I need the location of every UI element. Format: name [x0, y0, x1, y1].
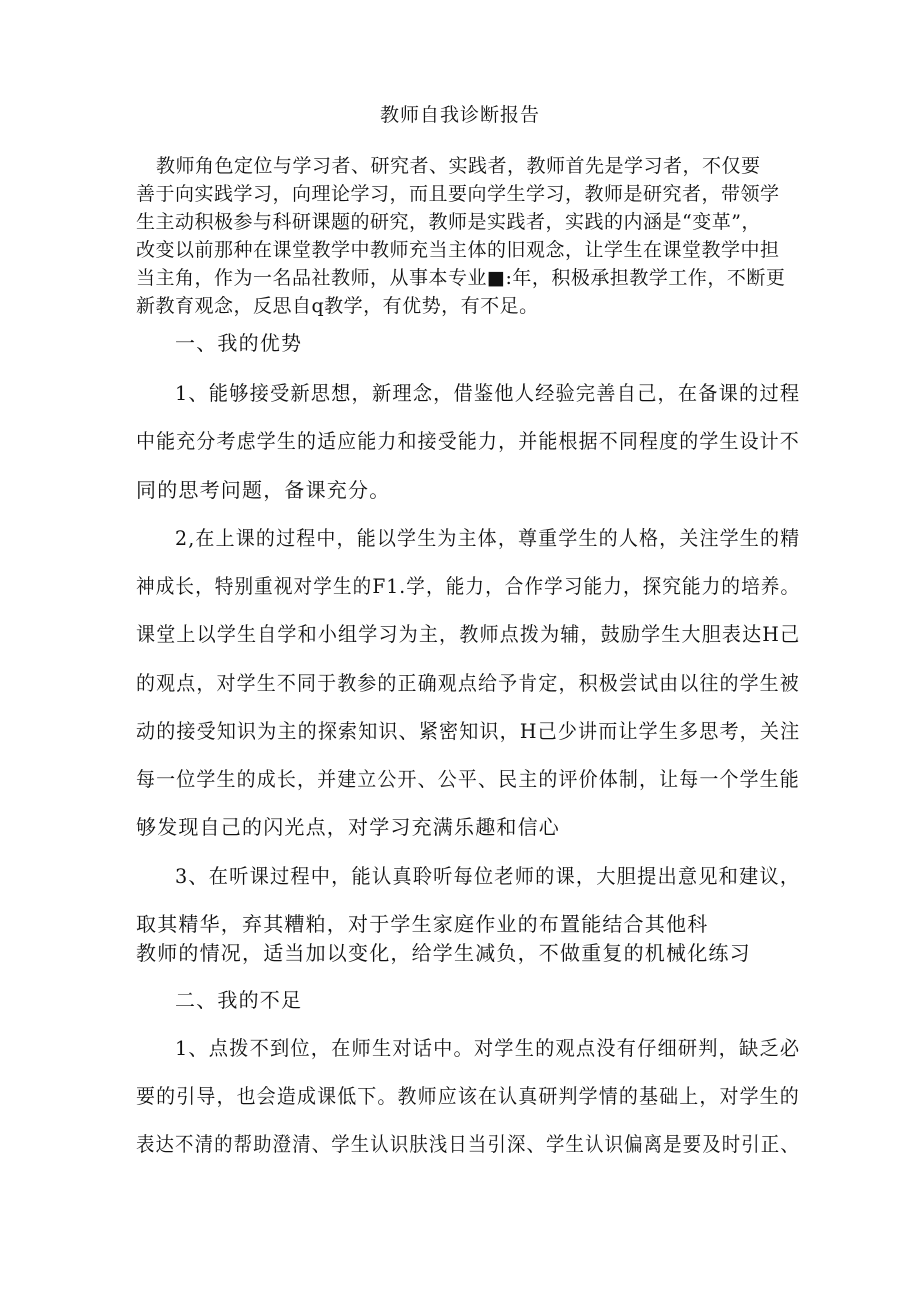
paragraph-line: 中能充分考虑学生的适应能力和接受能力，并能根据不同程度的学生设计不 [136, 429, 800, 453]
paragraph-line: 同的思考问题，备课充分。 [136, 478, 391, 502]
intro-line: 善于向实践学习，向理论学习，而且要向学生学习，教师是研究者，带领学 [136, 183, 780, 205]
paragraph-line: 表达不清的帮助澄清、学生认识肤浅日当引深、学生认识偏离是要及时引正、 [136, 1132, 800, 1156]
paragraph-line: 1、能够接受新思想，新理念，借鉴他人经验完善自己，在备课的过程 [175, 381, 801, 405]
intro-line: 新教育观念，反思自q教学，有优势，有不足。 [136, 295, 539, 317]
paragraph-line: 神成长，特别重视对学生的F1.学，能力，合作学习能力，探究能力的培养。 [136, 574, 801, 598]
intro-line: 改变以前那种在课堂教学中教师充当主体的旧观念，让学生在课堂教学中担 [136, 239, 780, 261]
intro-line: 生主动积极参与科研课题的研究，教师是实践者，实践的内涵是“变革”， [136, 211, 761, 233]
paragraph-line: 课堂上以学生自学和小组学习为主，教师点拨为辅，鼓励学生大胆表达H己 [136, 622, 801, 646]
intro-line: 教师角色定位与学习者、研究者、实践者，教师首先是学习者，不仅要 [156, 155, 761, 177]
paragraph-line: 3、在听课过程中，能认真聆听每位老师的课，大胆提出意见和建议， [175, 864, 801, 888]
paragraph-line: 够发现自己的闪光点，对学习充满乐趣和信心 [136, 815, 560, 839]
paragraph-line: 取其精华，弃其糟粕，对于学生家庭作业的布置能结合其他科 [136, 912, 709, 936]
paragraph-line: 2,在上课的过程中，能以学生为主体，尊重学生的人格，关注学生的精 [175, 526, 801, 550]
document-title: 教师自我诊断报告 [379, 104, 540, 126]
paragraph-line: 1、点拨不到位，在师生对话中。对学生的观点没有仔细研判，缺乏必 [175, 1036, 801, 1060]
paragraph-line: 的观点，对学生不同于教参的正确观点给予肯定，积极尝试由以往的学生被 [136, 671, 800, 695]
section-heading-weaknesses: 二、我的不足 [175, 988, 303, 1012]
intro-line: 当主角，作为一名品社教师，从事本专业■:年，积极承担教学工作，不断更 [136, 267, 786, 289]
paragraph-line: 动的接受知识为主的探索知识、紧密知识，H己少讲而让学生多思考，关注 [136, 719, 801, 743]
paragraph-line: 每一位学生的成长，并建立公开、公平、民主的评价体制，让每一个学生能 [136, 767, 800, 791]
section-heading-strengths: 一、我的优势 [175, 331, 303, 355]
paragraph-line: 要的引导，也会造成课低下。教师应该在认真研判学情的基础上，对学生的 [136, 1084, 800, 1108]
paragraph-line: 教师的情况，适当加以变化，给学生减负，不做重复的机械化练习 [136, 941, 751, 965]
